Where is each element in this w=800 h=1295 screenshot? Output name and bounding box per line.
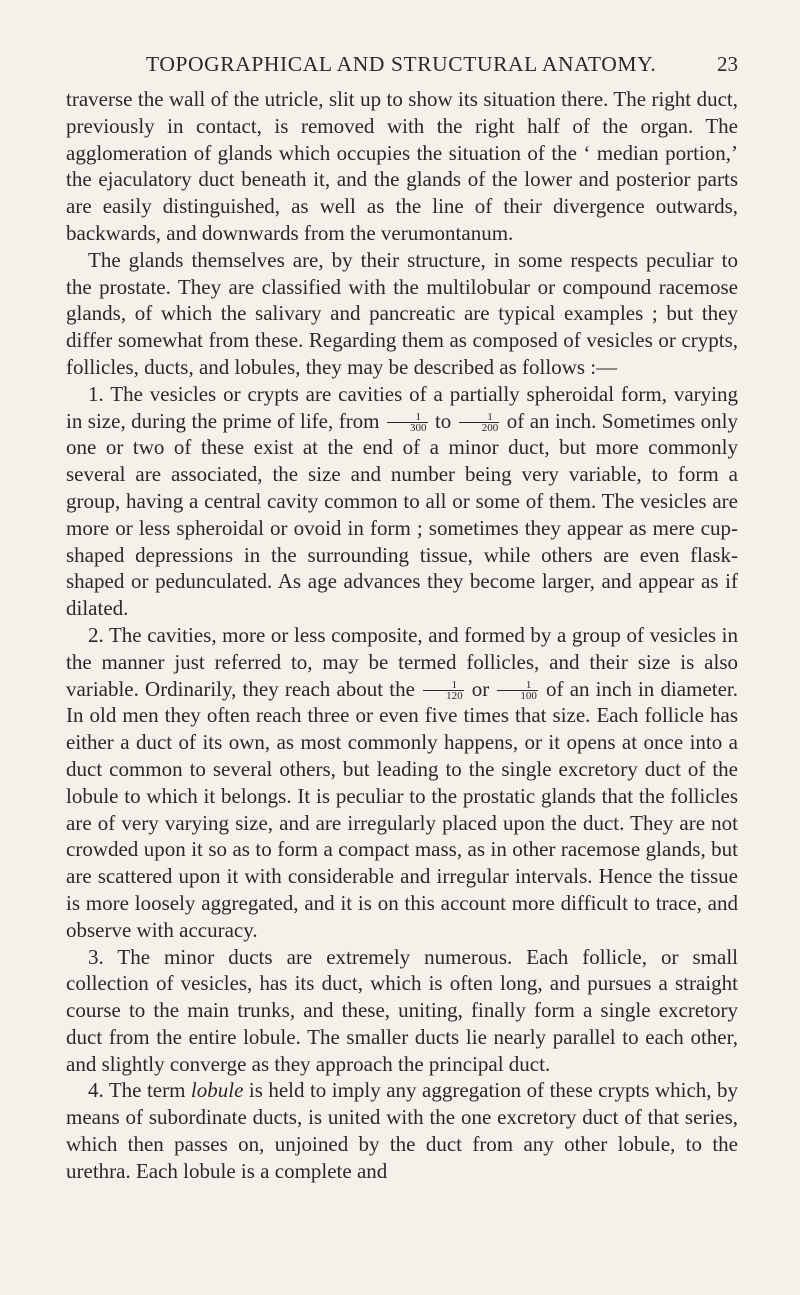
lobule-text-b: is held to imply any aggregation of these crypts which, by means of subordinate ducts, is united with the one excretory duct of that series, which then passes on, unjoined by the duct from any other lobule, to the urethra. Each lobule is a complete and — [66, 1078, 738, 1183]
running-head — [66, 52, 738, 86]
fraction-1-100 — [497, 680, 538, 701]
fraction-1-120 — [423, 680, 464, 701]
fraction-1-200 — [459, 412, 500, 433]
fraction-numerator: 1 — [497, 680, 538, 691]
vesicles-text-a: 1. The vesicles or crypts are cavities of a partially spheroidal form, varying in size, during the prime of life, from — [66, 381, 738, 433]
paragraph-glands-structure: The glands themselves are, by their structure, in some respects peculiar to the prostate. They are classified with the multilobular or compound racemose glands, of which the salivary and pancreatic are typical examples ; but they differ somewhat from these. Regarding them as composed of vesicles or crypts, follicles, ducts, and lobules, they may be described as follows :— — [66, 247, 738, 379]
fraction-numerator: 1 — [387, 412, 428, 423]
paragraph-lobule — [66, 1077, 738, 1184]
fraction-numerator: 1 — [423, 680, 464, 691]
fraction-numerator: 1 — [459, 412, 500, 423]
running-title: TOPOGRAPHICAL AND STRUCTURAL ANATOMY. — [146, 52, 657, 76]
fraction-denominator: 300 — [410, 422, 427, 435]
follicles-text-a: 2. The cavities, more or less composite, and formed by a group of vesicles in the manner just referred to, may be termed follicles, and their size is also variable. Ordinarily, they reach about the — [66, 622, 738, 701]
fraction-denominator: 120 — [446, 690, 463, 703]
follicles-text-c: of an inch in diameter. In old men they often reach three or even five times that size. Each follicle has either a duct of its own, as most commonly happens, or it opens at once into a duct common to several others, but leading to the single excretory duct of the lobule to which it belongs. It is peculiar to the prostatic glands that the follicles are of very varying size, and are irregularly placed upon the duct. They are not crowded upon it so as to form a compact mass, as in other racemose glands, but are scattered upon it with considerable and irregular intervals. Hence the tissue is more loosely aggregated, and it is on this account more difficult to trace, and observe with accuracy. — [66, 676, 739, 942]
paragraph-continuation: traverse the wall of the utricle, slit up to show its situation there. The right duct, previously in contact, is removed with the right half of the organ. The agglomeration of glands which occupies the situation of the ‘ median portion,’ the ejaculatory duct beneath it, and the glands of the lower and posterior parts are easily distinguished, as well as the line of their divergence outwards, backwards, and downwards from the verumontanum. — [66, 87, 738, 245]
paragraph-minor-ducts: 3. The minor ducts are extremely numerous. Each follicle, or small collection of vesicles, has its duct, which is often long, and pursues a straight course to the main trunks, and these, uniting, finally form a single excretory duct from the entire lobule. The smaller ducts lie nearly parallel to each other, and slightly converge as they approach the principal duct. — [66, 944, 738, 1076]
vesicles-text-c: of an inch. Sometimes only one or two of these exist at the end of a minor duct, but more commonly several are associated, the size and number being very variable, to form a group, having a central cavity common to all or some of them. The vesicles are more or less spheroidal or ovoid in form ; sometimes they appear as mere cup-shaped depressions in the surrounding tissue, while others are even flask-shaped or pedunculated. As age advances they become larger, and appear as if dilated. — [66, 408, 739, 621]
follicles-text-b: or — [471, 676, 490, 701]
lobule-text-a: 4. The term — [88, 1078, 186, 1103]
body-text — [66, 86, 738, 1185]
fraction-denominator: 100 — [520, 690, 537, 703]
vesicles-text-b: to — [434, 408, 452, 433]
paragraph-follicles — [66, 622, 738, 944]
page — [66, 52, 738, 1185]
paragraph-vesicles — [66, 381, 738, 622]
fraction-denominator: 200 — [481, 422, 499, 435]
lobule-term: lobule — [190, 1078, 244, 1103]
fraction-1-300 — [387, 412, 428, 433]
page-number: 23 — [717, 52, 738, 76]
